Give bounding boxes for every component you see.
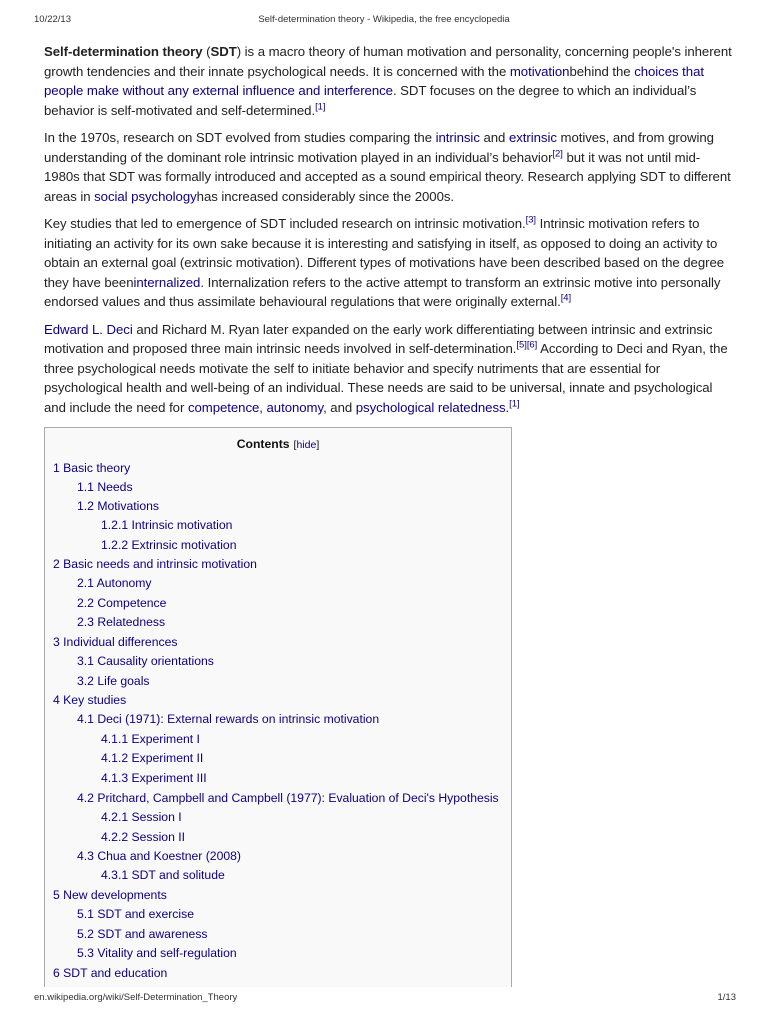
toc-link[interactable]: 1.2.2 Extrinsic motivation <box>101 538 237 552</box>
toc-title: Contents <box>236 437 290 451</box>
toc-link[interactable]: 4.3.1 SDT and solitude <box>101 868 225 882</box>
article-abbreviation: SDT <box>210 44 237 59</box>
toc-link[interactable]: 2.3 Relatedness <box>77 615 166 629</box>
article-subject: Self-determination theory <box>44 44 203 59</box>
citation-link[interactable]: [3] <box>525 214 537 226</box>
toc-link[interactable]: 3.1 Causality orientations <box>77 654 214 668</box>
print-header <box>0 14 768 28</box>
page-number: 1/13 <box>717 992 736 1003</box>
print-footer <box>0 992 768 1006</box>
table-of-contents <box>44 427 512 987</box>
toc-hide-link[interactable]: hide <box>296 439 317 451</box>
link-autonomy[interactable]: autonomy <box>266 399 324 415</box>
toc-link[interactable]: 4 Key studies <box>53 693 127 707</box>
toc-link[interactable]: 4.1 Deci (1971): External rewards on intrinsic motivation <box>77 712 380 726</box>
toc-link[interactable]: 4.2.2 Session II <box>101 830 186 844</box>
toc-hide-toggle[interactable]: [hide] <box>293 439 320 451</box>
toc-header <box>45 437 511 457</box>
article-body <box>44 42 732 425</box>
toc-link[interactable]: 4.2 Pritchard, Campbell and Campbell (1977): Evaluation of Deci's Hypothesis <box>77 791 499 805</box>
toc-link[interactable]: 1.2.1 Intrinsic motivation <box>101 518 233 532</box>
toc-link[interactable]: 5.3 Vitality and self-regulation <box>77 946 237 960</box>
link-intrinsic[interactable]: intrinsic <box>435 130 480 145</box>
citation-link[interactable]: [5] <box>516 339 527 351</box>
print-page-title: Self-determination theory - Wikipedia, the free encyclopedia <box>258 14 510 25</box>
link-social-psychology[interactable]: social psychology <box>94 188 197 204</box>
citation-link[interactable]: [6] <box>526 339 538 351</box>
link-internalized[interactable]: internalized <box>133 274 201 290</box>
toc-link[interactable]: 3 Individual differences <box>53 635 178 649</box>
citation-link[interactable]: [4] <box>560 292 572 304</box>
toc-link[interactable]: 5 New developments <box>53 888 167 902</box>
toc-link[interactable]: 2 Basic needs and intrinsic motivation <box>53 557 257 571</box>
key-studies-paragraph: Key studies that led to emergence of SDT included research on intrinsic motivation.[3] Intrinsic motivation refers to initiating an activity for its own sake because it is interesting and satisfying in itself, as opposed to doing an activity to obtain an external goal (extrinsic motivation). Different types of motivations have been described based on the degree they have beeninternalized. Internalization refers to the active attempt to transform an extrinsic motive into personally endorsed values and thus assimilate behavioural regulations that were originally external.[4] <box>44 214 725 309</box>
citation-link[interactable]: [1] <box>315 101 326 113</box>
history-paragraph: In the 1970s, research on SDT evolved from studies comparing the intrinsic and extrinsic motives, and from growing understanding of the dominant role intrinsic motivation played in an individual’s behavior[2] but it was not until mid-1980s that SDT was formally introduced and accepted as a sound empirical theory. Research applying SDT to different areas in social psychologyhas increased considerably since the 2000s. <box>44 130 731 204</box>
toc-link[interactable]: 4.1.1 Experiment I <box>101 732 200 746</box>
print-url: en.wikipedia.org/wiki/Self-Determination_Theory <box>34 992 238 1003</box>
link-edward-deci[interactable]: Edward L. Deci <box>44 321 133 337</box>
toc-link[interactable]: 1.1 Needs <box>77 480 133 494</box>
toc-link[interactable]: 4.1.2 Experiment II <box>101 751 204 765</box>
link-psychological-relatedness[interactable]: psychological relatedness <box>355 399 506 415</box>
link-extrinsic[interactable]: extrinsic <box>508 130 557 145</box>
link-competence[interactable]: competence <box>187 399 260 415</box>
toc-link[interactable]: 4.1.3 Experiment III <box>101 771 207 785</box>
citation-link[interactable]: [2] <box>552 148 563 160</box>
toc-link[interactable]: 3.2 Life goals <box>77 674 150 688</box>
intro-paragraph: Self-determination theory (SDT) is a macro theory of human motivation and personality, concerning people's inherent growth tendencies and their innate psychological needs. It is concerned with the motivationbehind the choices that people make without any external influence and interference. SDT focuses on the degree to which an individual’s behavior is self-motivated and self-determined.[1] <box>44 44 732 118</box>
link-motivation[interactable]: motivation <box>509 63 570 79</box>
needs-paragraph: Edward L. Deci and Richard M. Ryan later expanded on the early work differentiating between intrinsic and extrinsic motivation and proposed three main intrinsic needs involved in self-determination.[5][6] According to Deci and Ryan, the three psychological needs motivate the self to initiate behavior and specify nutriments that are essential for psychological health and well-being of an individual. These needs are said to be universal, innate and psychological and include the need for competence, autonomy, and psychological relatedness.[1] <box>44 321 728 415</box>
citation-link[interactable]: [1] <box>509 398 520 410</box>
print-date: 10/22/13 <box>34 14 71 25</box>
toc-link[interactable]: 1.2 Motivations <box>77 499 159 513</box>
toc-link[interactable]: 6 SDT and education <box>53 966 168 980</box>
toc-link[interactable]: 1 Basic theory <box>53 461 131 475</box>
link-choices[interactable]: choices that people make without any external influence and interference <box>44 63 704 98</box>
toc-link[interactable]: 2.1 Autonomy <box>77 576 152 590</box>
toc-link[interactable]: 4.3 Chua and Koestner (2008) <box>77 849 241 863</box>
toc-link[interactable]: 5.1 SDT and exercise <box>77 907 194 921</box>
toc-link[interactable]: 2.2 Competence <box>77 596 167 610</box>
toc-link[interactable]: 5.2 SDT and awareness <box>77 927 208 941</box>
toc-link[interactable]: 4.2.1 Session I <box>101 810 182 824</box>
